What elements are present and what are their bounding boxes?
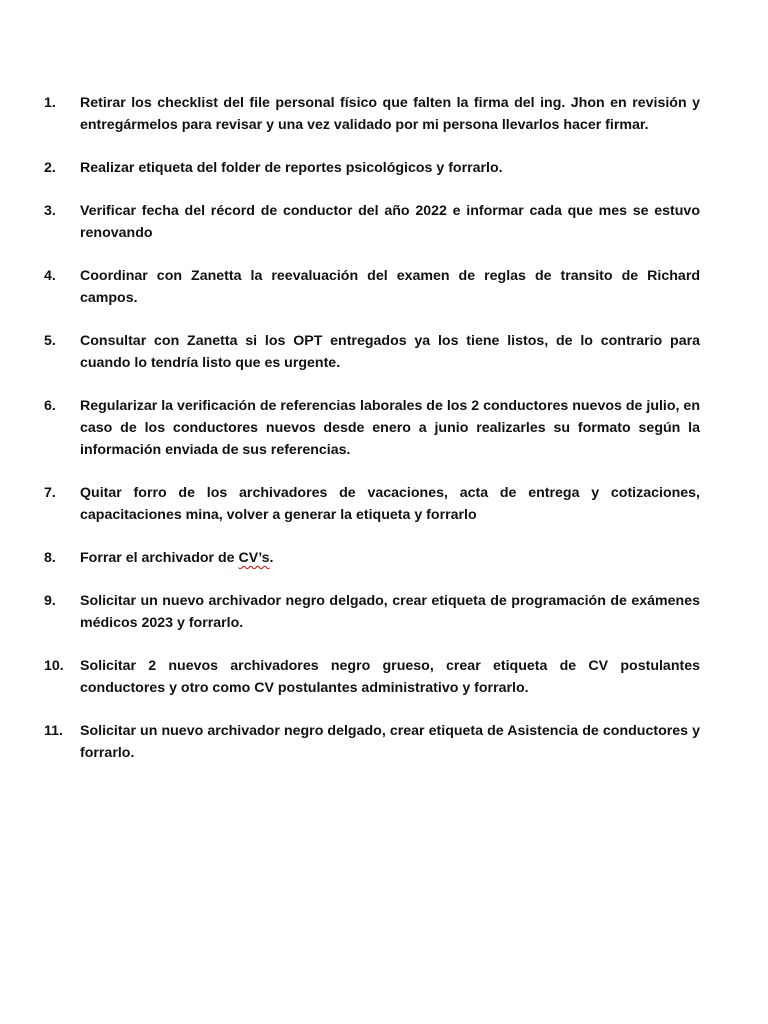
task-item-2 [44, 157, 700, 179]
task-text: Solicitar un nuevo archivador negro delgado, crear etiqueta de Asistencia de conductores y forrarlo. [80, 723, 700, 761]
task-item-1 [44, 92, 700, 136]
task-item-9 [44, 590, 700, 634]
task-text: Regularizar la verificación de referencias laborales de los 2 conductores nuevos de julio, en caso de los conductores nuevos desde enero a junio realizarles su formato según la información enviada de sus referencias. [80, 398, 700, 458]
task-item-4 [44, 265, 700, 309]
task-number: 2. [44, 160, 56, 176]
task-text: Solicitar un nuevo archivador negro delgado, crear etiqueta de programación de exámenes médicos 2023 y forrarlo. [80, 593, 700, 631]
task-number: 4. [44, 268, 56, 284]
task-number: 1. [44, 95, 56, 111]
task-number: 5. [44, 333, 56, 349]
task-text: Quitar forro de los archivadores de vacaciones, acta de entrega y cotizaciones, capacitaciones mina, volver a generar la etiqueta y forrarlo [80, 485, 700, 523]
task-item-5 [44, 330, 700, 374]
task-number: 11. [44, 723, 63, 739]
task-text-before: Forrar el archivador de [80, 550, 239, 566]
task-text: Verificar fecha del récord de conductor del año 2022 e informar cada que mes se estuvo renovando [80, 203, 700, 241]
task-number: 9. [44, 593, 56, 609]
task-item-11 [44, 720, 700, 764]
task-text: Retirar los checklist del file personal físico que falten la firma del ing. Jhon en revisión y entregármelos para revisar y una vez validado por mi persona llevarlos hacer firmar. [80, 95, 700, 133]
task-text: Coordinar con Zanetta la reevaluación del examen de reglas de transito de Richard campos. [80, 268, 700, 306]
task-number: 10. [44, 658, 64, 674]
task-number: 8. [44, 550, 56, 566]
task-text-after: . [269, 550, 274, 566]
task-text: Consultar con Zanetta si los OPT entregados ya los tiene listos, de lo contrario para cuando lo tendría listo que es urgente. [80, 333, 700, 371]
task-item-7 [44, 482, 700, 526]
task-number: 7. [44, 485, 56, 501]
spellcheck-flagged-word: CV’s [238, 550, 270, 566]
task-number: 6. [44, 398, 56, 414]
task-item-3 [44, 200, 700, 244]
task-list [44, 92, 700, 785]
task-item-10 [44, 655, 700, 699]
task-item-6 [44, 395, 700, 461]
task-number: 3. [44, 203, 56, 219]
task-text: Realizar etiqueta del folder de reportes psicológicos y forrarlo. [80, 160, 503, 176]
task-text: Solicitar 2 nuevos archivadores negro grueso, crear etiqueta de CV postulantes conductores y otro como CV postulantes administrativo y forrarlo. [80, 658, 700, 696]
task-item-8 [44, 547, 700, 569]
task-text [80, 547, 700, 569]
